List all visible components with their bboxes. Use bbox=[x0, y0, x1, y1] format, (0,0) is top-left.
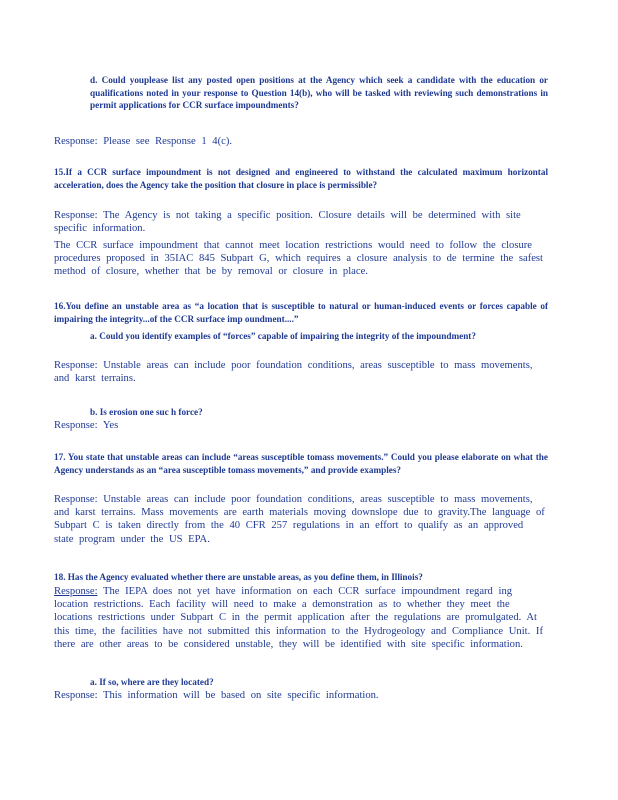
response-text: Please see Response 1 4(c). bbox=[103, 136, 233, 147]
response-text: Yes bbox=[102, 420, 119, 431]
response-15-continuation: The CCR surface impoundment that cannot meet location restrictions would need to follow the closure procedures proposed in 35IAC 845 Subpart G, which requires a closure analysis to de termine the safest method of closure, whether that be by removal or closure in place. bbox=[54, 240, 543, 278]
response-label: Response: bbox=[54, 494, 98, 505]
response-label: Response: bbox=[54, 420, 98, 431]
response-16b bbox=[54, 419, 548, 432]
response-16a bbox=[54, 359, 548, 385]
question-16: 16.You define an unstable area as “a location that is susceptible to natural or human-induced events or forces capable of impairing the integrity...of the CCR surface imp oundment....” bbox=[54, 301, 548, 324]
response-17 bbox=[54, 493, 548, 546]
response-text: Unstable areas can include poor foundation conditions, areas susceptible to mass movements, and karst terrains. bbox=[54, 360, 533, 385]
question-17: 17. You state that unstable areas can include “areas susceptible tomass movements.” Could you please elaborate on what the Agency understands as an “area susceptible tomass movements,” and provide examples? bbox=[54, 452, 548, 475]
response-label: Response: bbox=[54, 360, 98, 371]
question-14d: d. Could youplease list any posted open positions at the Agency which seek a candidate with the education or qualifications noted in your response to Question 14(b), who will be tasked with reviewing such demonstrations in permit applications for CCR surface impoundments? bbox=[90, 75, 548, 110]
response-text: Unstable areas can include poor foundation conditions, areas susceptible to mass movements, and karst terrains. Mass movements are earth materials moving downslope due to gravity.The language of Subpart C is taken directly from the 40 CFR 257 regulations in an effort to qualify as an approved state program under the US EPA. bbox=[54, 494, 545, 545]
response-label: Response: bbox=[54, 136, 98, 147]
response-text: The IEPA does not yet have information on each CCR surface impoundment regard ing location restrictions. Each facility will need to make a demonstration as to whether they meet the locations restrictions under Subpart C in the permit application after the regulations are promulgated. At this time, the facilities have not submitted this information to the Hydrogeology and Compliance Unit. If there are other areas to be considered unstable, they will be identified with site specific information. bbox=[54, 586, 543, 650]
question-16b: b. Is erosion one suc h force? bbox=[90, 407, 203, 417]
response-text: The Agency is not taking a specific position. Closure details will be determined with site specific information. bbox=[54, 210, 521, 235]
response-label: Response: bbox=[54, 586, 98, 597]
response-label: Response: bbox=[54, 690, 98, 701]
response-label: Response: bbox=[54, 210, 98, 221]
response-15 bbox=[54, 209, 548, 235]
response-18a bbox=[54, 689, 548, 702]
question-18: 18. Has the Agency evaluated whether there are unstable areas, as you define them, in Illinois? bbox=[54, 572, 423, 582]
response-18 bbox=[54, 585, 548, 651]
question-18a: a. If so, where are they located? bbox=[90, 677, 214, 687]
question-15: 15.If a CCR surface impoundment is not designed and engineered to withstand the calculated maximum horizontal acceleration, does the Agency take the position that closure in place is permissible? bbox=[54, 167, 548, 190]
response-text: This information will be based on site specific information. bbox=[103, 690, 379, 701]
question-16a: a. Could you identify examples of “forces” capable of impairing the integrity of the impoundment? bbox=[90, 331, 476, 341]
response-14d bbox=[54, 135, 548, 148]
